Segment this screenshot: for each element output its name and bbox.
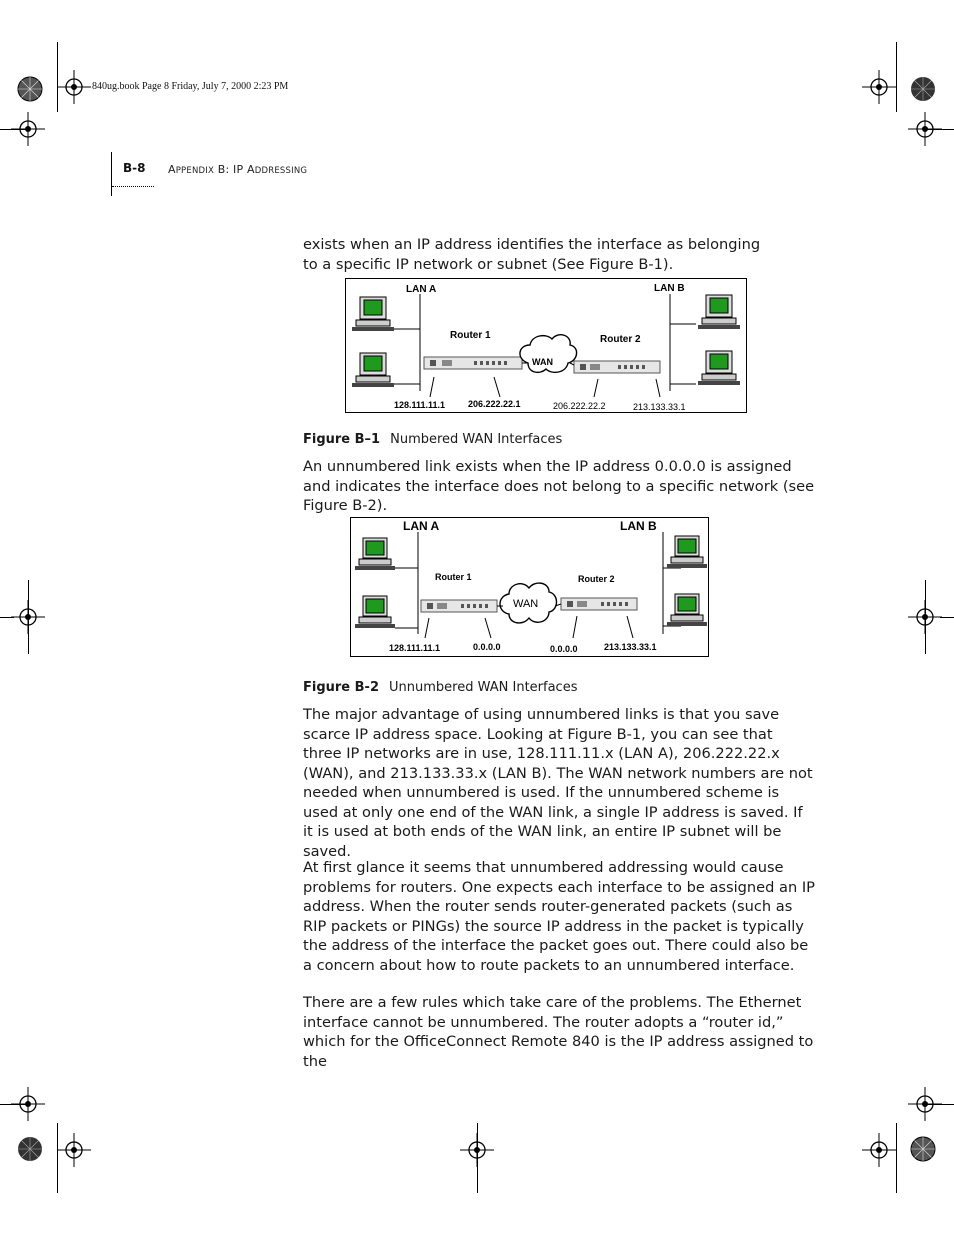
computer-icon	[667, 536, 707, 568]
registration-target-icon	[11, 600, 45, 634]
color-starburst-icon	[17, 1136, 43, 1162]
figure-caption-text: Numbered WAN Interfaces	[390, 432, 563, 447]
paragraph: The major advantage of using unnumbered links is that you save scarce IP address space. Looking at Figure B-1, you can see that three IP networks are in use, 128.111.11.x (LAN A), 206.222.22.x (WAN), and 213.133.33.x (LAN B). The WAN network numbers are not needed when unnumbered is used. If the unnumbered scheme is used at only one end of the WAN link, a single IP address is saved. If it is used at both ends of the WAN link, an entire IP subnet will be saved.	[303, 706, 813, 860]
computer-icon	[352, 353, 394, 387]
ip-label: 213.133.33.1	[604, 642, 657, 652]
registration-target-icon	[862, 1133, 896, 1167]
registration-target-icon	[908, 600, 942, 634]
figure-caption	[303, 432, 562, 447]
lan-b-label: LAN B	[654, 283, 685, 294]
ip-label: 0.0.0.0	[550, 644, 578, 654]
color-starburst-icon	[910, 1136, 936, 1162]
router-1-label: Router 1	[450, 330, 491, 341]
ip-label: 128.111.11.1	[389, 643, 441, 653]
router-1-label: Router 1	[435, 572, 472, 582]
paragraph: exists when an IP address identifies the interface as belonging to a specific IP network or subnet (See Figure B-1).	[303, 236, 761, 273]
computer-icon	[698, 351, 740, 385]
computer-icon	[352, 297, 394, 331]
ip-label: 0.0.0.0	[473, 642, 501, 652]
router-icon	[574, 361, 660, 373]
registration-target-icon	[908, 112, 942, 146]
figure-numbered-wan	[345, 278, 747, 413]
lan-b-label: LAN B	[620, 519, 657, 533]
figure-caption-label: Figure B-2	[303, 680, 380, 695]
crop-mark	[940, 617, 954, 618]
lan-a-label: LAN A	[406, 284, 437, 295]
computer-icon	[698, 295, 740, 329]
print-info: 840ug.book Page 8 Friday, July 7, 2000 2:23 PM	[92, 81, 289, 92]
wan-label: WAN	[513, 598, 539, 610]
registration-target-icon	[908, 1087, 942, 1121]
figure-caption-text: Unnumbered WAN Interfaces	[389, 680, 578, 695]
registration-target-icon	[11, 112, 45, 146]
computer-icon	[355, 596, 395, 628]
registration-target-icon	[11, 1087, 45, 1121]
router-icon	[421, 600, 497, 612]
registration-target-icon	[460, 1133, 494, 1167]
paragraph: An unnumbered link exists when the IP address 0.0.0.0 is assigned and indicates the interface does not belong to a specific network (see Figure B-2).	[303, 458, 815, 514]
figure-unnumbered-wan	[350, 517, 709, 657]
ip-label: 213.133.33.1	[633, 402, 686, 412]
router-2-label: Router 2	[600, 334, 641, 345]
ip-label: 206.222.22.2	[553, 401, 606, 411]
running-title-part: PPENDIX	[175, 166, 214, 176]
figure-caption	[303, 680, 577, 695]
computer-icon	[667, 594, 707, 626]
running-title-part: A	[168, 163, 176, 176]
header-dotted-rule	[112, 186, 154, 187]
running-title	[168, 163, 307, 176]
figure-caption-label: Figure B–1	[303, 432, 381, 447]
router-2-label: Router 2	[578, 574, 615, 584]
registration-target-icon	[862, 70, 896, 104]
header-marker	[111, 152, 112, 196]
router-icon	[561, 598, 637, 610]
registration-target-icon	[57, 70, 91, 104]
page-number: B-8	[123, 161, 146, 175]
paragraph: There are a few rules which take care of the problems. The Ethernet interface cannot be unnumbered. The router adopts a “router id,” which for the OfficeConnect Remote 840 is the IP address assigned to the	[303, 994, 814, 1070]
running-title-part: DDRESSING	[254, 166, 308, 176]
crop-mark	[896, 42, 897, 112]
color-starburst-icon	[17, 76, 43, 102]
crop-mark	[896, 1123, 897, 1193]
ip-label: 128.111.11.1	[394, 400, 446, 410]
lan-a-label: LAN A	[403, 519, 440, 533]
computer-icon	[355, 538, 395, 570]
router-icon	[424, 357, 522, 369]
paragraph: At first glance it seems that unnumbered addressing would cause problems for routers. One expects each interface to be assigned an IP address. When the router sends router-generated packets (such as RIP packets or PINGs) the source IP address in the packet is typically the address of the interface the packet goes out. There could also be a concern about how to route packets to an unnumbered interface.	[303, 859, 815, 974]
registration-target-icon	[57, 1133, 91, 1167]
wan-label: WAN	[532, 357, 553, 367]
color-starburst-icon	[910, 76, 936, 102]
ip-label: 206.222.22.1	[468, 399, 521, 409]
running-title-part: B: IP A	[214, 163, 255, 176]
